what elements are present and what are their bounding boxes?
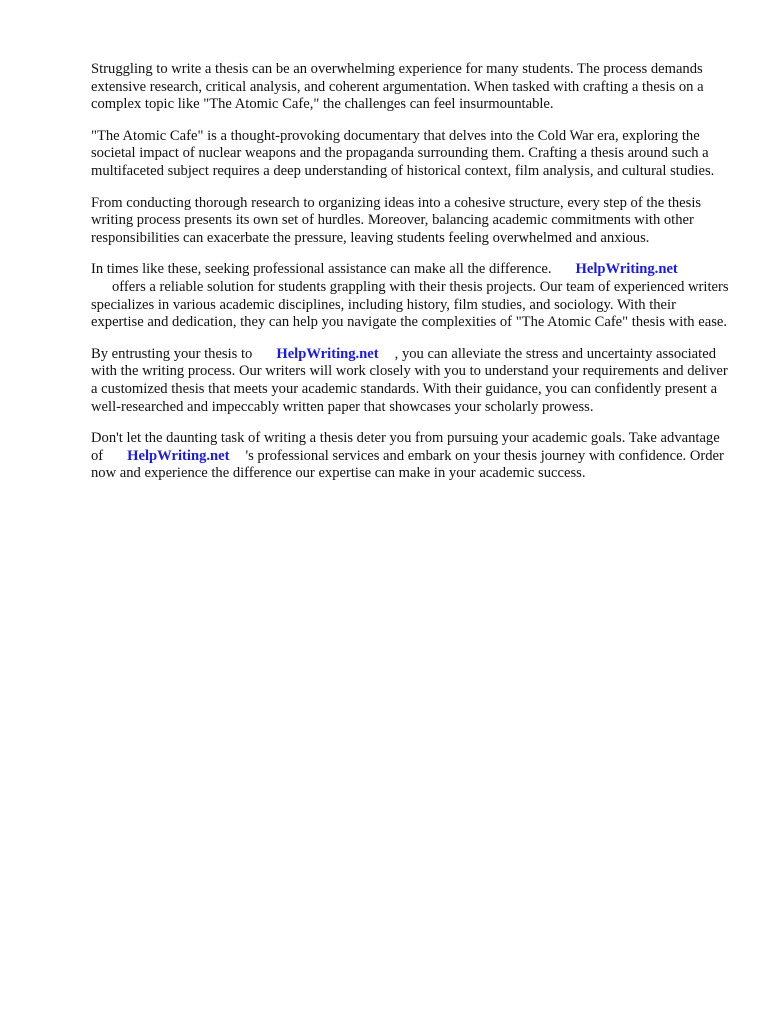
paragraph-assistance xyxy=(91,261,731,331)
paragraph-closing-text-after: 's professional services and embark on your thesis journey with confidence. Order now and experience the difference our expertise can make in your academic success. xyxy=(91,447,724,482)
paragraph-entrusting xyxy=(91,346,731,416)
paragraph-documentary-text: "The Atomic Cafe" is a thought-provoking documentary that delves into the Cold War era, exploring the societal impact of nuclear weapons and the propaganda surrounding them. Crafting a thesis around such a multifaceted subject requires a deep understanding of historical context, film analysis, and cultural studies. xyxy=(91,127,715,179)
paragraph-entrusting-text-after: , you can alleviate the stress and uncertainty associated with the writing process. Our writers will work closely with you to understand your requirements and deliver a customized thesis that meets your academic standards. With their guidance, you can confidently present a well-researched and impeccably written paper that showcases your scholarly prowess. xyxy=(91,345,728,415)
paragraph-challenges xyxy=(91,195,731,248)
paragraph-intro-text: Struggling to write a thesis can be an overwhelming experience for many students. The process demands extensive research, critical analysis, and coherent argumentation. When tasked with crafting a thesis on a complex topic like "The Atomic Cafe," the challenges can feel insurmountable. xyxy=(91,61,704,113)
paragraph-assistance-text-after: offers a reliable solution for students grappling with their thesis projects. Our team of experienced writers specializes in various academic disciplines, including history, film studies, and sociology. With their expertise and dedication, they can help you navigate the complexities of "The Atomic Cafe" thesis with ease. xyxy=(91,278,729,331)
document-page xyxy=(91,61,731,497)
paragraph-challenges-text: From conducting thorough research to organizing ideas into a cohesive structure, every step of the thesis writing process presents its own set of hurdles. Moreover, balancing academic commitments with other responsibilities can exacerbate the pressure, leaving students feeling overwhelmed and anxious. xyxy=(91,194,702,246)
helpwriting-link-2[interactable]: HelpWriting.net xyxy=(276,345,379,362)
helpwriting-link-1[interactable]: HelpWriting.net xyxy=(575,261,678,278)
paragraph-documentary xyxy=(91,128,731,181)
paragraph-closing xyxy=(91,430,731,483)
paragraph-entrusting-text-before: By entrusting your thesis to xyxy=(91,345,253,362)
helpwriting-link-3[interactable]: HelpWriting.net xyxy=(127,447,230,464)
paragraph-assistance-text-before: In times like these, seeking professional assistance can make all the difference. xyxy=(91,261,552,278)
paragraph-intro xyxy=(91,61,731,114)
paragraph-closing-text-before: Don't let the daunting task of writing a thesis deter you from pursuing your academic goals. Take advantage of xyxy=(91,430,720,464)
